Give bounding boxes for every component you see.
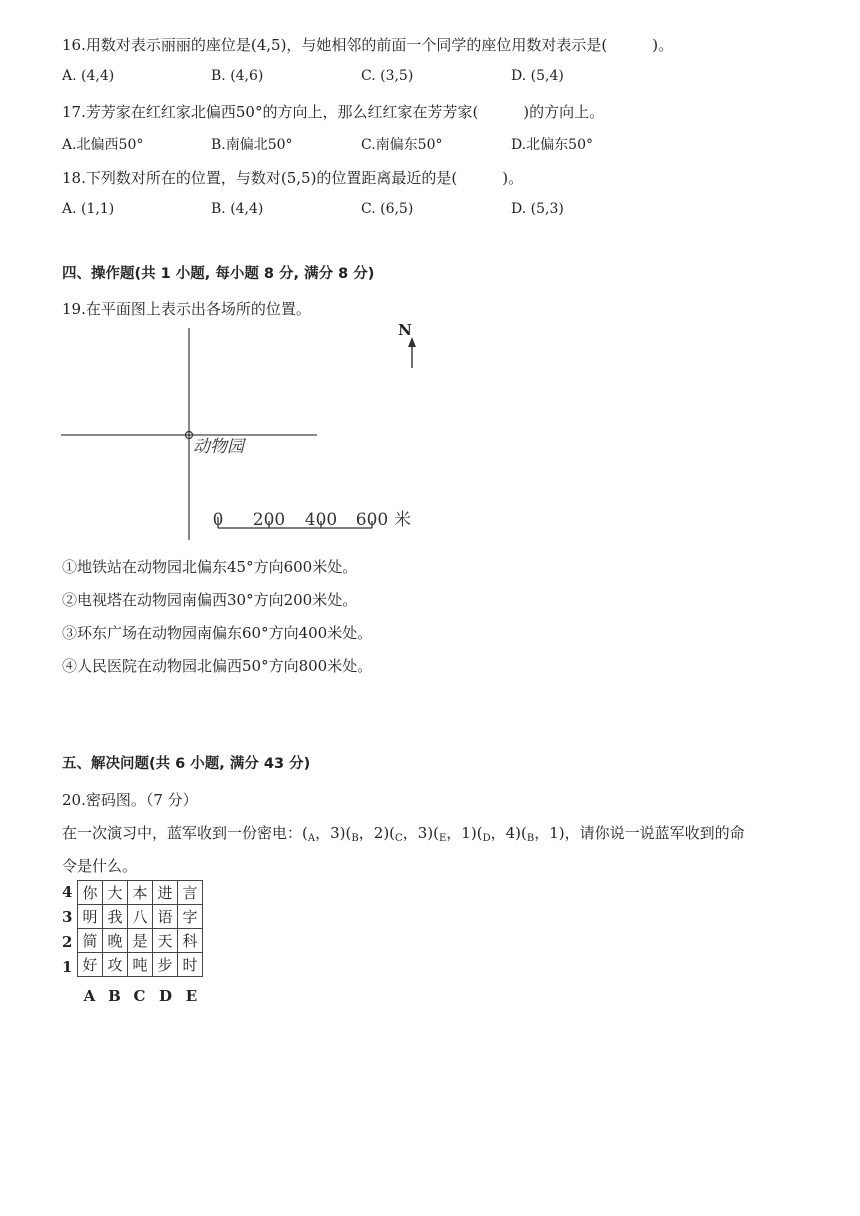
grid-row (78, 881, 203, 905)
grid-cell: 攻 (103, 953, 128, 977)
question-16-stem: 16.用数对表示丽丽的座位是(4,5)，与她相邻的前面一个同学的座位用数对表示是( )。 (62, 36, 674, 54)
grid-row-label-1: 1 (62, 958, 73, 976)
q18-option-d: D. (5,3) (511, 201, 564, 217)
grid-row-label-2: 2 (62, 933, 73, 951)
q17-option-a: A.北偏西50° (62, 137, 144, 153)
grid-cell: 时 (178, 953, 203, 977)
grid-row-label-3: 3 (62, 908, 73, 926)
question-18-stem: 18.下列数对所在的位置，与数对(5,5)的位置距离最近的是( )。 (62, 169, 524, 187)
grid-cell: 明 (78, 905, 103, 929)
grid-cell: 是 (128, 929, 153, 953)
north-arrow-icon (408, 337, 416, 368)
grid-col-label-d: D (158, 987, 172, 1005)
grid-row (78, 905, 203, 929)
grid-cell: 大 (103, 881, 128, 905)
scale-label-400: 400 (304, 510, 338, 530)
grid-cell: 好 (78, 953, 103, 977)
question-20-title: 20.密码图。（7 分） (62, 791, 198, 809)
grid-cell: 语 (153, 905, 178, 929)
grid-col-label-c: C (133, 987, 146, 1005)
q16-option-b: B. (4,6) (211, 68, 264, 84)
grid-cell: 天 (153, 929, 178, 953)
grid-cell: 步 (153, 953, 178, 977)
question-20-text-line2: 令是什么。 (62, 857, 138, 875)
grid-row-label-4: 4 (62, 883, 73, 901)
map-task-1: ①地铁站在动物园北偏东45°方向600米处。 (62, 558, 358, 576)
origin-label: 动物园 (193, 437, 244, 457)
q16-option-d: D. (5,4) (511, 68, 564, 84)
grid-cell: 简 (78, 929, 103, 953)
question-17-stem: 17.芳芳家在红红家北偏西50°的方向上，那么红红家在芳芳家( )的方向上。 (62, 103, 605, 121)
scale-bar (218, 517, 372, 528)
cipher-grid (77, 880, 203, 977)
q18-option-a: A. (1,1) (62, 201, 115, 217)
grid-cell: 吨 (128, 953, 153, 977)
grid-cell: 字 (178, 905, 203, 929)
scale-label-200: 200 (252, 510, 286, 530)
q18-option-b: B. (4,4) (211, 201, 264, 217)
grid-cell: 进 (153, 881, 178, 905)
grid-cell: 科 (178, 929, 203, 953)
section-4-heading: 四、操作题(共 1 小题, 每小题 8 分, 满分 8 分) (62, 266, 375, 282)
q16-option-a: A. (4,4) (62, 68, 115, 84)
scale-label-0: 0 (212, 510, 224, 530)
cipher-code: ($_A$，$3)(_B$，$2)(_C$，$3)(_E$，$1)(_D$，$4)(_B$，1) (302, 824, 565, 844)
section-5-heading: 五、解决问题(共 6 小题, 满分 43 分) (62, 756, 311, 772)
grid-cell: 你 (78, 881, 103, 905)
grid-col-label-a: A (83, 987, 96, 1005)
grid-cell: 本 (128, 881, 153, 905)
grid-row (78, 953, 203, 977)
q17-option-c: C.南偏东50° (361, 137, 443, 153)
q18-option-c: C. (6,5) (361, 201, 414, 217)
map-task-2: ②电视塔在动物园南偏西30°方向200米处。 (62, 591, 358, 609)
north-label: N (398, 321, 412, 339)
map-task-4: ④人民医院在动物园北偏西50°方向800米处。 (62, 657, 373, 675)
q17-option-d: D.北偏东50° (511, 137, 593, 153)
grid-cell: 言 (178, 881, 203, 905)
scale-label-600: 600 (355, 510, 389, 530)
grid-cell: 晚 (103, 929, 128, 953)
grid-col-label-b: B (108, 987, 121, 1005)
q16-option-c: C. (3,5) (361, 68, 414, 84)
map-task-3: ③环东广场在动物园南偏东60°方向400米处。 (62, 624, 373, 642)
q17-option-b: B.南偏北50° (211, 137, 293, 153)
grid-cell: 八 (128, 905, 153, 929)
question-20-text: 在一次演习中，蓝军收到一份密电：($_A$，$3)(_B$，$2)(_C$，$3)(_E$，$1)(_D$，$4)(_B$，1)，请你说一说蓝军收到的命 (62, 824, 745, 844)
grid-col-label-e: E (185, 987, 198, 1005)
question-19-stem: 19.在平面图上表示出各场所的位置。 (62, 300, 311, 318)
scale-unit: 米 (394, 510, 411, 530)
zoo-map-diagram (55, 318, 425, 548)
grid-cell: 我 (103, 905, 128, 929)
grid-row (78, 929, 203, 953)
